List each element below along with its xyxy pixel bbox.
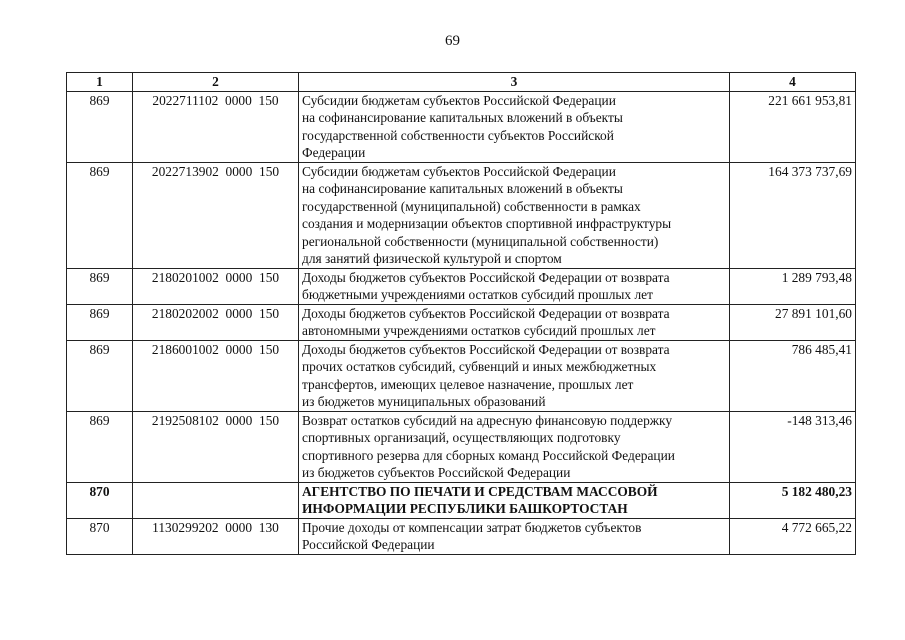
revenue-name-line: Федерации xyxy=(302,145,366,160)
cell-budget-classification-code: 2192508102 0000 150 xyxy=(133,411,299,482)
cell-revenue-name xyxy=(299,162,730,268)
table-body xyxy=(67,91,856,554)
cell-amount: 786 485,41 xyxy=(730,340,856,411)
cell-revenue-name xyxy=(299,91,730,162)
cell-admin-code: 870 xyxy=(67,482,133,518)
revenue-name-line: региональной собственности (муниципальной собственности) xyxy=(302,233,659,249)
revenue-name-line: Субсидии бюджетам субъектов Российской Федерации xyxy=(302,163,616,179)
cell-revenue-name xyxy=(299,482,730,518)
cell-budget-classification-code: 2180202002 0000 150 xyxy=(133,304,299,340)
column-header-4: 4 xyxy=(730,73,856,92)
revenue-name-line: ИНФОРМАЦИИ РЕСПУБЛИКИ БАШКОРТОСТАН xyxy=(302,501,628,516)
cell-revenue-name xyxy=(299,268,730,304)
page-number: 69 xyxy=(445,33,460,49)
cell-budget-classification-code: 2022711102 0000 150 xyxy=(133,91,299,162)
cell-admin-code: 869 xyxy=(67,411,133,482)
cell-amount: 164 373 737,69 xyxy=(730,162,856,268)
column-header-1: 1 xyxy=(67,73,133,92)
table-row xyxy=(67,91,856,162)
revenue-name-line: Доходы бюджетов субъектов Российской Федерации от возврата xyxy=(302,305,670,321)
cell-revenue-name xyxy=(299,304,730,340)
cell-revenue-name xyxy=(299,411,730,482)
cell-admin-code: 869 xyxy=(67,304,133,340)
revenue-name-line: Субсидии бюджетам субъектов Российской Федерации xyxy=(302,92,616,108)
revenue-name-line: для занятий физической культурой и спортом xyxy=(302,251,562,266)
revenue-name-line: трансфертов, имеющих целевое назначение, прошлых лет xyxy=(302,376,634,392)
cell-amount: 5 182 480,23 xyxy=(730,482,856,518)
table-row xyxy=(67,518,856,554)
table-row xyxy=(67,482,856,518)
revenue-name-line: бюджетными учреждениями остатков субсидий прошлых лет xyxy=(302,287,653,302)
table-row xyxy=(67,304,856,340)
revenue-name-line: спортивных организаций, осуществляющих подготовку xyxy=(302,430,621,445)
revenue-name-line: Российской Федерации xyxy=(302,537,435,552)
cell-amount: 1 289 793,48 xyxy=(730,268,856,304)
column-header-3: 3 xyxy=(299,73,730,92)
table-row xyxy=(67,162,856,268)
cell-revenue-name xyxy=(299,518,730,554)
table-row xyxy=(67,268,856,304)
revenue-name-line: государственной (муниципальной) собственности в рамках xyxy=(302,198,641,214)
cell-budget-classification-code xyxy=(133,482,299,518)
revenue-name-line: из бюджетов муниципальных образований xyxy=(302,394,546,409)
cell-budget-classification-code: 2022713902 0000 150 xyxy=(133,162,299,268)
budget-table xyxy=(66,72,856,555)
revenue-name-line: Доходы бюджетов субъектов Российской Федерации от возврата xyxy=(302,269,670,285)
cell-admin-code: 869 xyxy=(67,162,133,268)
cell-amount: 221 661 953,81 xyxy=(730,91,856,162)
revenue-name-line: прочих остатков субсидий, субвенций и иных межбюджетных xyxy=(302,359,657,374)
revenue-name-line: государственной собственности субъектов Российской xyxy=(302,127,614,143)
revenue-name-line: АГЕНТСТВО ПО ПЕЧАТИ И СРЕДСТВАМ МАССОВОЙ xyxy=(302,483,658,499)
revenue-name-line: Возврат остатков субсидий на адресную финансовую поддержку xyxy=(302,412,673,428)
cell-revenue-name xyxy=(299,340,730,411)
revenue-name-line: спортивного резерва для сборных команд Российской Федерации xyxy=(302,447,675,463)
table-header-row xyxy=(67,73,856,92)
cell-amount: 27 891 101,60 xyxy=(730,304,856,340)
cell-admin-code: 869 xyxy=(67,340,133,411)
revenue-name-line: из бюджетов субъектов Российской Федерации xyxy=(302,465,571,480)
revenue-name-line: на софинансирование капитальных вложений в объекты xyxy=(302,181,623,196)
revenue-name-line: создания и модернизации объектов спортивной инфраструктуры xyxy=(302,216,672,231)
table-row xyxy=(67,411,856,482)
table-row xyxy=(67,340,856,411)
revenue-name-line: автономными учреждениями остатков субсидий прошлых лет xyxy=(302,323,656,338)
cell-admin-code: 870 xyxy=(67,518,133,554)
column-header-2: 2 xyxy=(133,73,299,92)
cell-amount: 4 772 665,22 xyxy=(730,518,856,554)
cell-budget-classification-code: 2186001002 0000 150 xyxy=(133,340,299,411)
revenue-name-line: на софинансирование капитальных вложений в объекты xyxy=(302,110,623,125)
cell-budget-classification-code: 2180201002 0000 150 xyxy=(133,268,299,304)
cell-budget-classification-code: 1130299202 0000 130 xyxy=(133,518,299,554)
cell-admin-code: 869 xyxy=(67,268,133,304)
cell-admin-code: 869 xyxy=(67,91,133,162)
cell-amount: -148 313,46 xyxy=(730,411,856,482)
revenue-name-line: Прочие доходы от компенсации затрат бюджетов субъектов xyxy=(302,519,642,535)
revenue-name-line: Доходы бюджетов субъектов Российской Федерации от возврата xyxy=(302,341,670,357)
